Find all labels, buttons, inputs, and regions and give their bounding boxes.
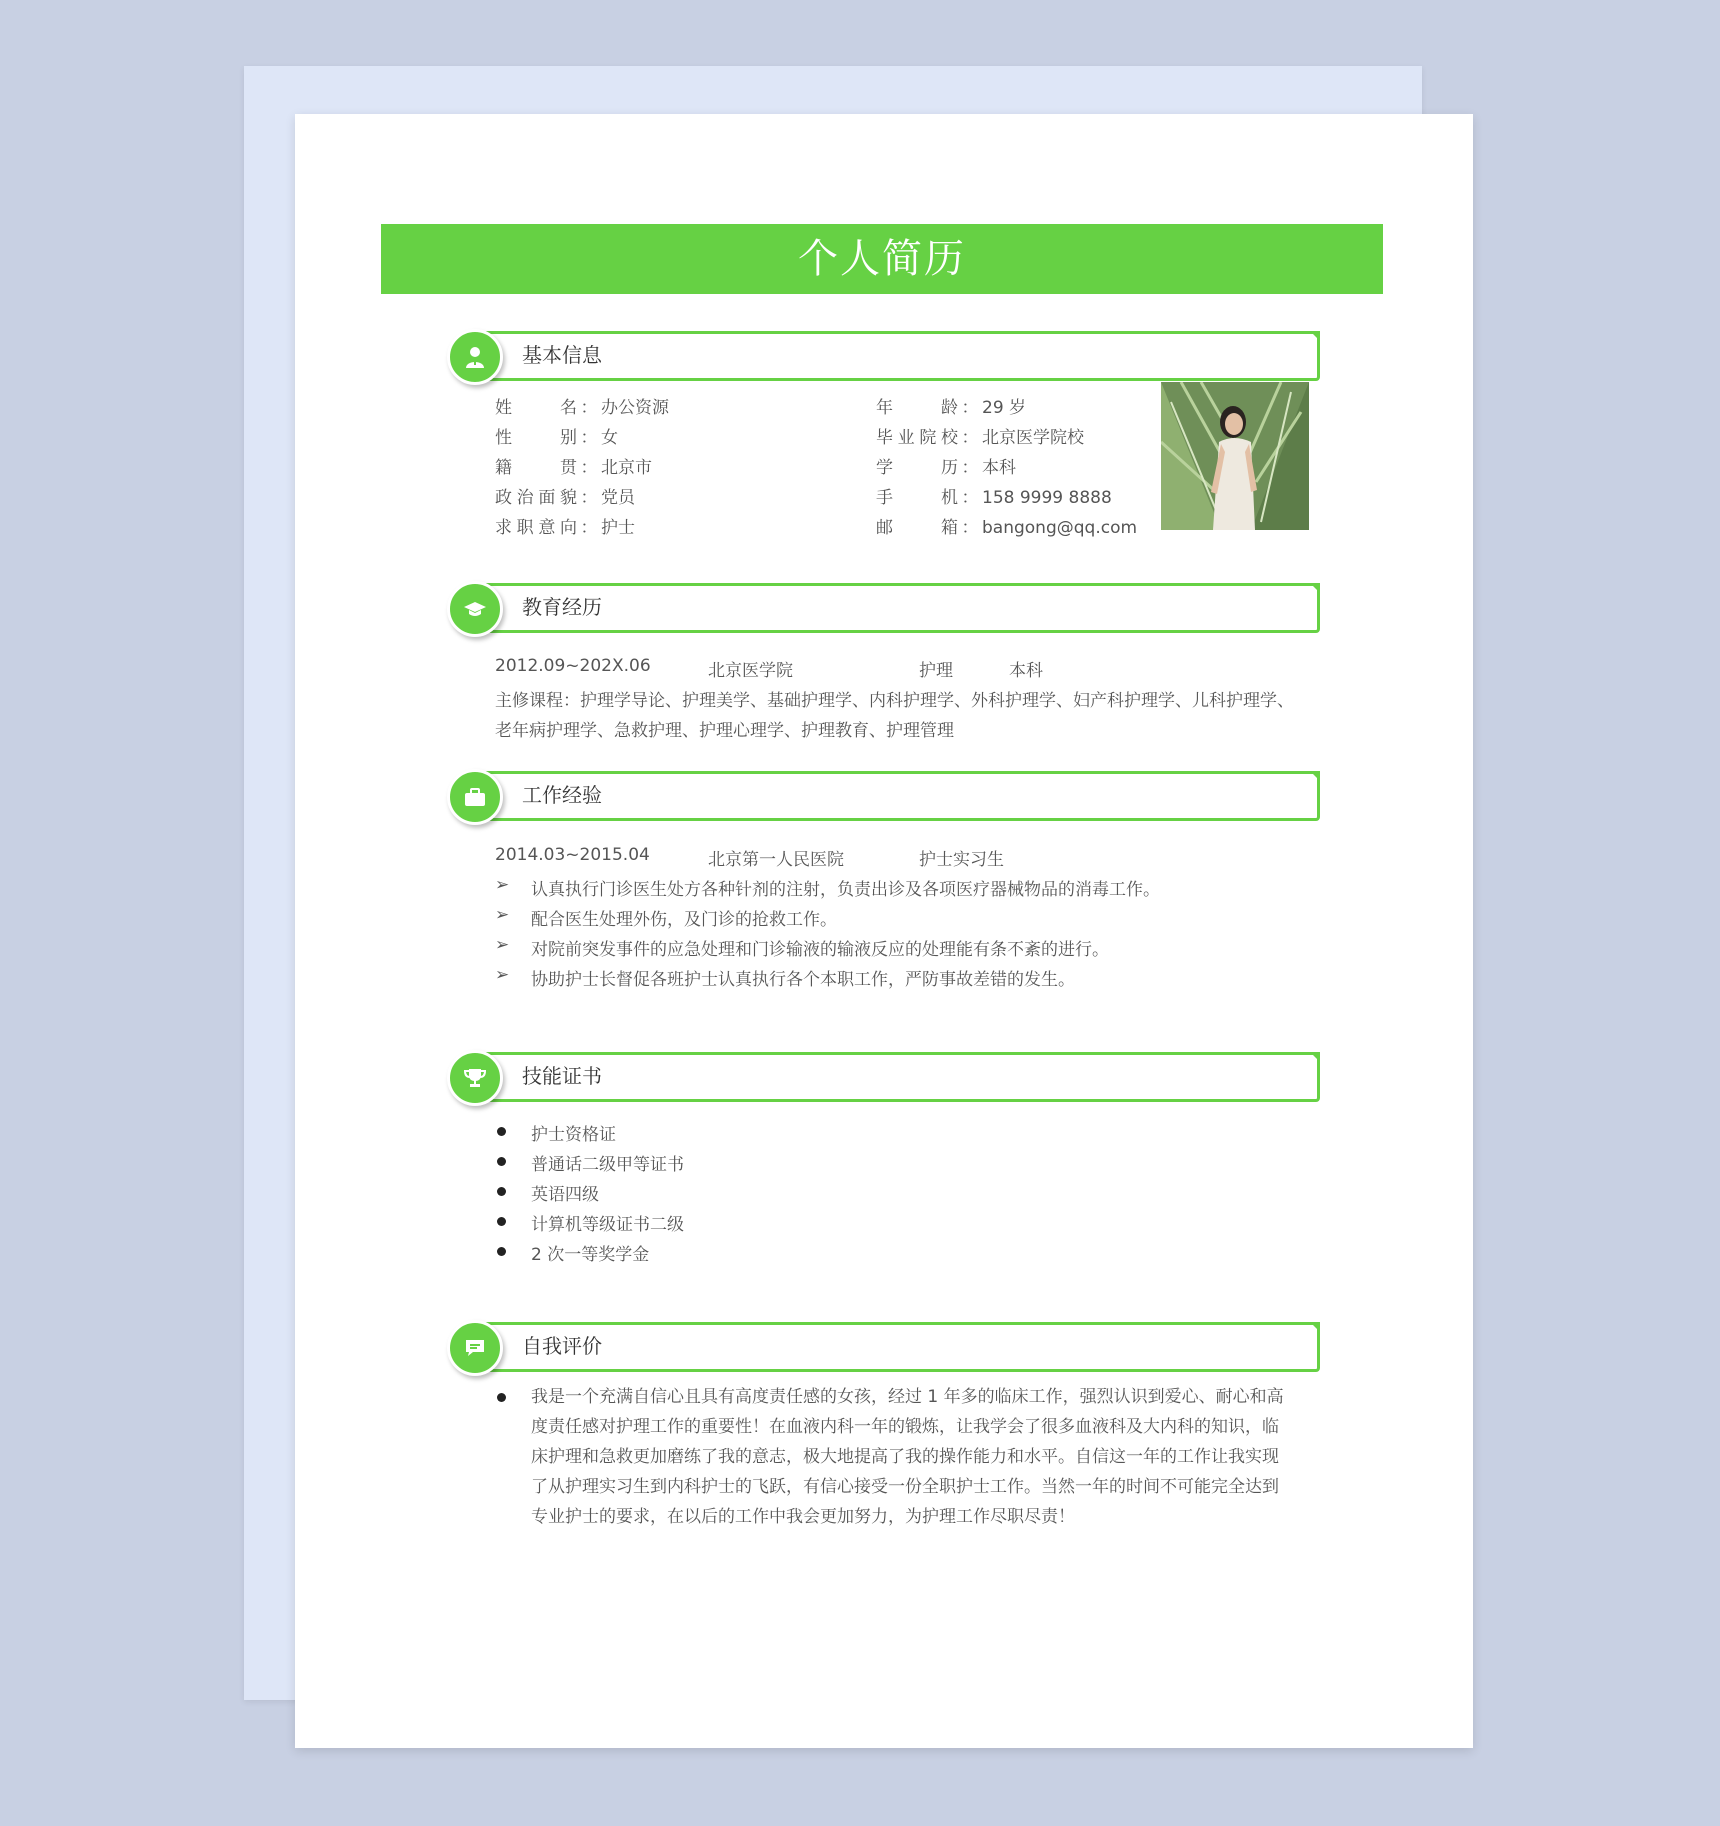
self-evaluation-line: 我是一个充满自信心且具有高度责任感的女孩，经过 1 年多的临床工作，强烈认识到爱心、耐心和高 <box>531 1387 1284 1407</box>
work-duty-item: 对院前突发事件的应急处理和门诊输液的输液反应的处理能有条不紊的进行。 <box>531 940 1109 960</box>
work-duty-item: 配合医生处理外伤，及门诊的抢救工作。 <box>531 910 837 930</box>
info-row-age: 年龄 ： 29 岁 <box>876 398 1027 418</box>
resume-page <box>295 114 1473 1748</box>
info-row-phone: 手机 ： 158 9999 8888 <box>876 488 1112 508</box>
section-title: 基本信息 <box>522 343 602 367</box>
self-evaluation-line: 床护理和急救更加磨练了我的意志，极大地提高了我的操作能力和水平。自信这一年的工作让我实现 <box>531 1447 1279 1467</box>
work-period: 2014.03~2015.04 <box>495 845 650 865</box>
section-education <box>447 582 1321 632</box>
bullet-dot <box>497 1157 506 1166</box>
section-title: 教育经历 <box>522 595 602 619</box>
skill-item: 护士资格证 <box>531 1125 616 1145</box>
work-company: 北京第一人民医院 <box>708 850 844 870</box>
skill-item: 2 次一等奖学金 <box>531 1245 650 1265</box>
education-school: 北京医学院 <box>708 661 793 681</box>
section-header <box>447 582 1321 632</box>
info-row-name: 姓名 ： 办公资源 <box>495 398 669 418</box>
info-row-school: 毕业院校 ： 北京医学院校 <box>876 428 1084 448</box>
education-courses-cont: 老年病护理学、急救护理、护理心理学、护理教育、护理管理 <box>495 721 954 741</box>
info-row-objective: 求职意向 ： 护士 <box>495 518 635 538</box>
bullet-dot <box>497 1187 506 1196</box>
section-header <box>447 1051 1321 1101</box>
self-evaluation-line: 专业护士的要求，在以后的工作中我会更加努力，为护理工作尽职尽责！ <box>531 1507 1075 1527</box>
self-evaluation-text <box>531 1382 1331 1532</box>
skill-item: 英语四级 <box>531 1185 599 1205</box>
arrow-bullet-icon: ➢ <box>495 965 510 985</box>
section-title: 自我评价 <box>522 1334 602 1358</box>
info-row-email: 邮箱 ： bangong@qq.com <box>876 518 1138 538</box>
education-period: 2012.09~202X.06 <box>495 656 651 676</box>
skill-item: 普通话二级甲等证书 <box>531 1155 684 1175</box>
info-row-hometown: 籍贯 ： 北京市 <box>495 458 652 478</box>
section-header <box>447 1321 1321 1371</box>
work-position: 护士实习生 <box>919 850 1004 870</box>
bullet-dot <box>497 1247 506 1256</box>
bullet-dot <box>497 1127 506 1136</box>
info-row-political: 政治面貌 ： 党员 <box>495 488 635 508</box>
skill-item: 计算机等级证书二级 <box>531 1215 684 1235</box>
info-row-gender: 性别 ： 女 <box>495 428 618 448</box>
section-self-evaluation <box>447 1321 1321 1371</box>
person-icon <box>447 329 503 385</box>
page-title: 个人简历 <box>381 224 1383 294</box>
section-basic-info <box>447 330 1321 380</box>
section-title: 工作经验 <box>522 783 602 807</box>
education-courses: 主修课程：护理学导论、护理美学、基础护理学、内科护理学、外科护理学、妇产科护理学、儿科护理学、 <box>495 691 1294 711</box>
profile-photo <box>1161 382 1309 530</box>
trophy-icon <box>447 1050 503 1106</box>
education-major: 护理 <box>919 661 953 681</box>
section-title: 技能证书 <box>522 1064 602 1088</box>
section-work <box>447 770 1321 820</box>
chat-icon <box>447 1320 503 1376</box>
work-duty-item: 协助护士长督促各班护士认真执行各个本职工作，严防事故差错的发生。 <box>531 970 1075 990</box>
graduation-cap-icon <box>447 581 503 637</box>
section-header <box>447 330 1321 380</box>
self-evaluation-line: 度责任感对护理工作的重要性！在血液内科一年的锻炼，让我学会了很多血液科及大内科的知识，临 <box>531 1417 1279 1437</box>
briefcase-icon <box>447 769 503 825</box>
info-row-degree: 学历 ： 本科 <box>876 458 1016 478</box>
section-skills <box>447 1051 1321 1101</box>
arrow-bullet-icon: ➢ <box>495 905 510 925</box>
section-header <box>447 770 1321 820</box>
work-duty-item: 认真执行门诊医生处方各种针剂的注射，负责出诊及各项医疗器械物品的消毒工作。 <box>531 880 1160 900</box>
self-evaluation-line: 了从护理实习生到内科护士的飞跃，有信心接受一份全职护士工作。当然一年的时间不可能完全达到 <box>531 1477 1279 1497</box>
bullet-dot <box>497 1393 506 1402</box>
arrow-bullet-icon: ➢ <box>495 935 510 955</box>
arrow-bullet-icon: ➢ <box>495 875 510 895</box>
bullet-dot <box>497 1217 506 1226</box>
education-degree: 本科 <box>1009 661 1043 681</box>
